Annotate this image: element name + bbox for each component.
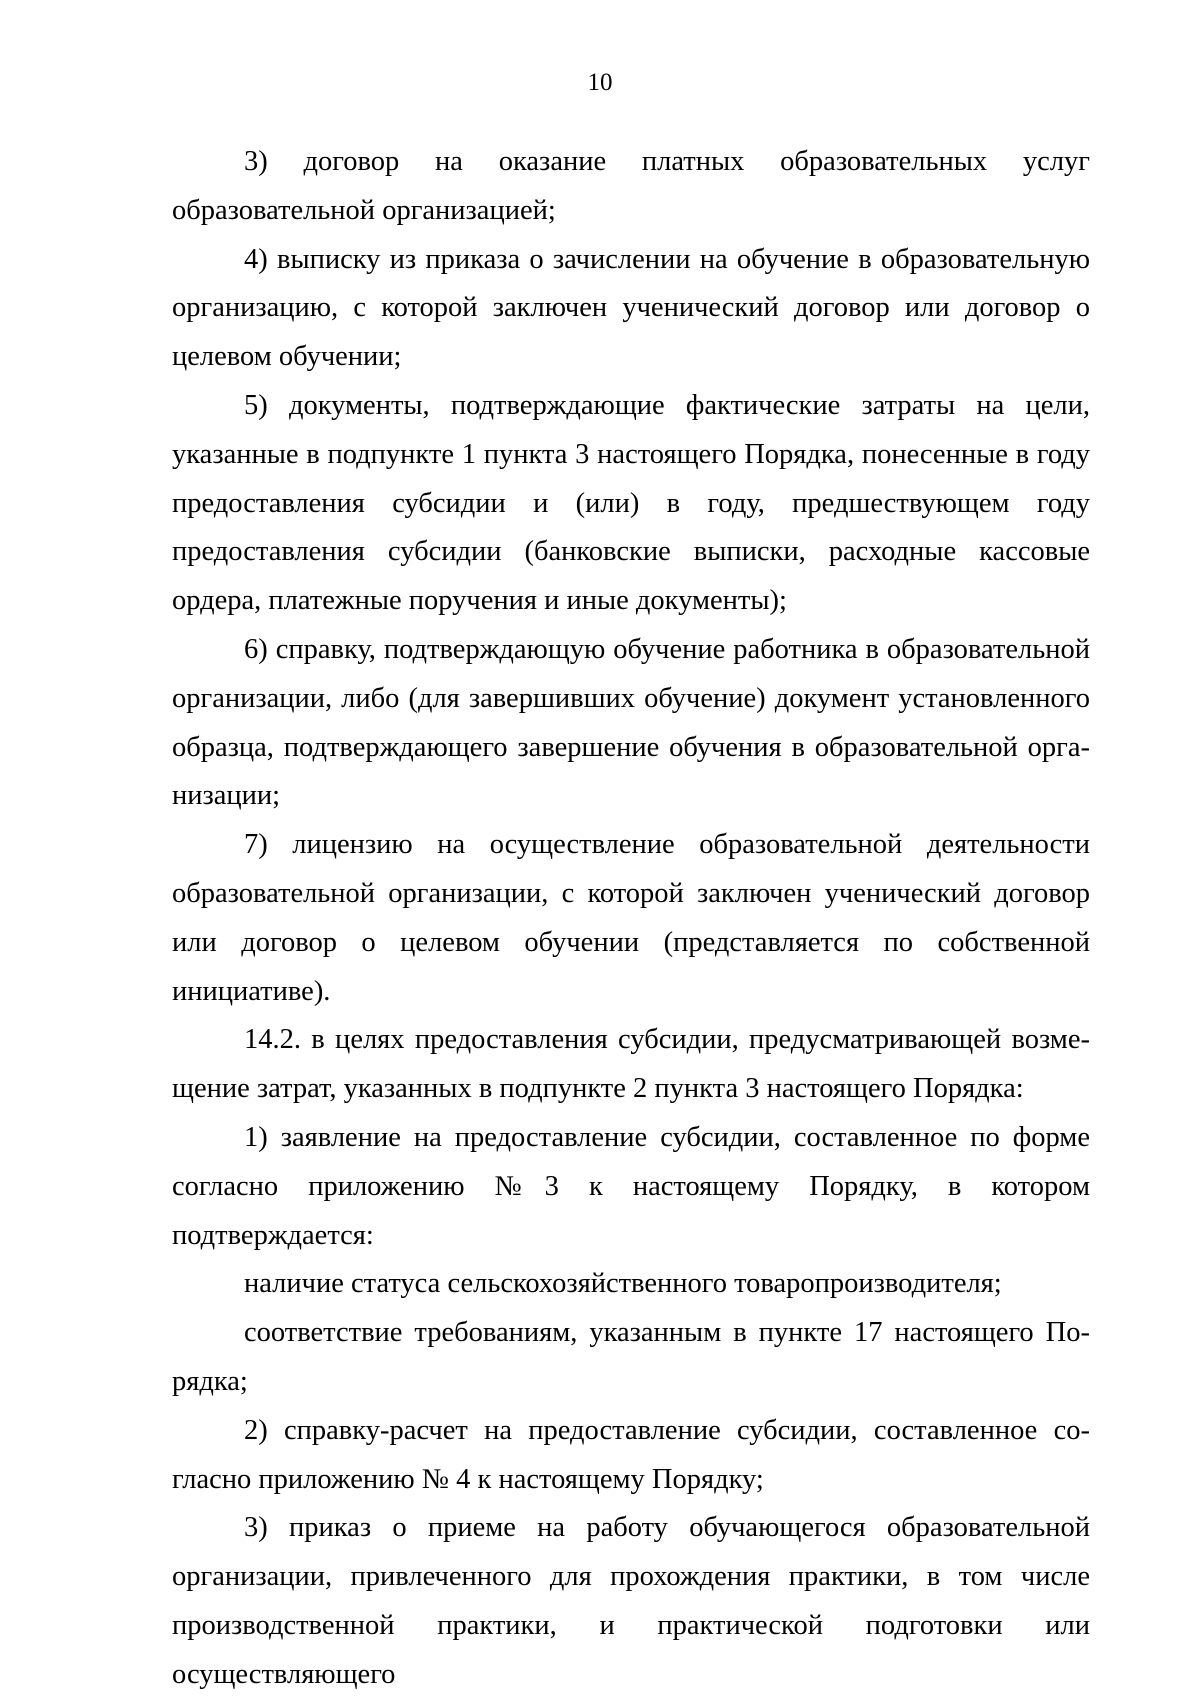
- paragraph-item-7-license: 7) лицензию на осуществление образовательной деятельности образовательной организации, с которой заключен ученический договор или договор о целевом обучении (представляется по собственной инициативе).: [172, 829, 1090, 1007]
- paragraph-item-3-hiring-order: 3) приказ о приеме на работу обучающегося образовательной организации, привлеченного для прохождения практики, в том числе производственной практики, и практической подготовки или осуществляющего: [172, 1512, 1090, 1690]
- paragraph-item-6-study-certificate: 6) справку, подтверждающую обучение работника в образовательной организации, либо (для завершивших обучение) документ установленного образца, подтверждающего завершение обучения в образовательной организации;: [172, 633, 1090, 812]
- paragraph-item-2-calculation: 2) справку-расчет на предоставление субсидии, составленное согласно приложению № 4 к настоящему Порядку;: [172, 1414, 1090, 1495]
- paragraph-producer-status: наличие статуса сельскохозяйственного товаропроизводителя;: [244, 1268, 1002, 1300]
- document-body: [172, 138, 1090, 1700]
- paragraph-item-5-expense-documents: 5) документы, подтверждающие фактические затраты на цели, указанные в подпункте 1 пункта 3 настоящего Порядка, понесенные в году предоставления субсидии и (или) в году, предшествующем году предоставления субсидии (банковские выписки, расходные кассовые ордера, платежные поручения и иные документы);: [172, 389, 1090, 617]
- paragraph-section-14-2: 14.2. в целях предоставления субсидии, предусматривающей возмещение затрат, указанных в подпункте 2 пункта 3 настоящего Порядка:: [172, 1024, 1090, 1105]
- paragraph-item-4-enrollment-extract: 4) выписку из приказа о зачислении на обучение в образовательную организацию, с которой заключен ученический договор или договор о целевом обучении;: [172, 243, 1090, 373]
- paragraph-requirements-compliance: соответствие требованиям, указанным в пункте 17 настоящего Порядка;: [172, 1317, 1090, 1397]
- paragraph-item-3-contract: 3) договор на оказание платных образовательных услуг образовательной организацией;: [172, 146, 1090, 226]
- paragraph-item-1-application: 1) заявление на предоставление субсидии, составленное по форме согласно приложению №3 к настоящему Порядку, в котором подтверждается:: [172, 1121, 1090, 1251]
- page-number: 10: [587, 69, 613, 96]
